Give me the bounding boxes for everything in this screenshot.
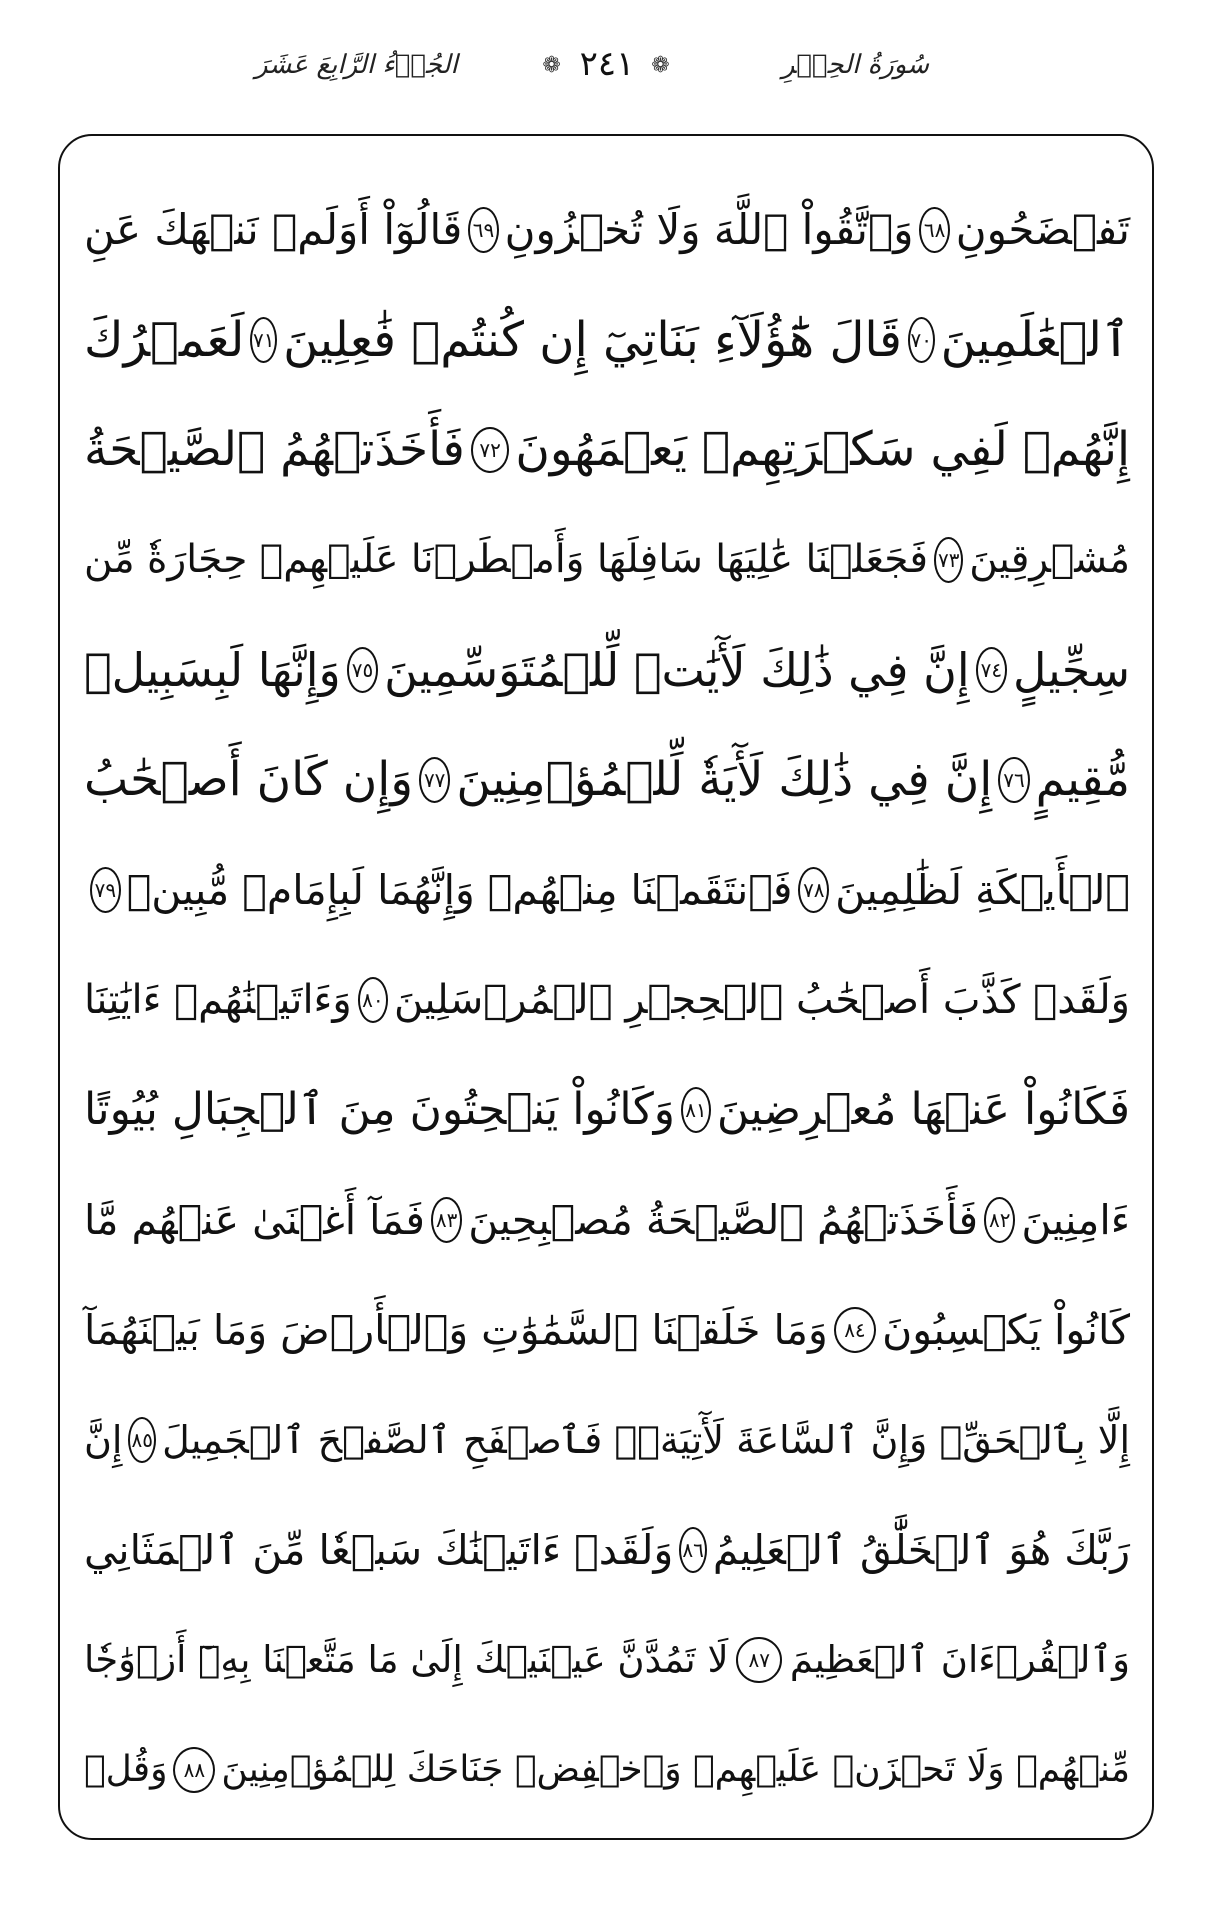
text-line: [84, 395, 1130, 505]
verse-text: وَمَا خَلَقۡنَا ٱلسَّمَٰوَٰتِ وَٱلۡأَرۡضَ وَمَا بَيۡنَهُمَآ: [84, 1306, 828, 1354]
verse-text: إِنَّ: [84, 1418, 123, 1462]
page-number: ٢٤١: [579, 44, 635, 84]
verse-text: إِلَّا بِٱلۡحَقِّۗ وَإِنَّ ٱلسَّاعَةَ لَأٓتِيَةٞۖ فَٱصۡفَحِ ٱلصَّفۡحَ ٱلۡجَمِيلَ: [162, 1418, 1130, 1462]
text-line: [84, 1385, 1130, 1495]
ayah-marker: ٧٢: [471, 427, 509, 473]
ornament-icon: ❁: [542, 53, 563, 78]
text-line: [84, 1605, 1130, 1715]
text-line: [84, 1055, 1130, 1165]
text-line: [84, 945, 1130, 1055]
verse-text: وَلَقَدۡ ءَاتَيۡنَٰكَ سَبۡعٗا مِّنَ ٱلۡمَثَانِي: [84, 1526, 674, 1574]
ornament-icon: ❁: [651, 53, 672, 78]
verse-text: مُّقِيمٍ: [1035, 752, 1130, 807]
verse-text: إِنَّ فِي ذَٰلِكَ لَأٓيَةٗ لِّلۡمُؤۡمِنِينَ: [456, 752, 993, 807]
ayah-marker: ٧٦: [998, 757, 1029, 803]
page-number-block: [0, 44, 1214, 84]
ayah-marker: ٧٧: [419, 757, 450, 803]
verse-text: وَءَاتَيۡنَٰهُمۡ ءَايَٰتِنَا: [84, 977, 352, 1023]
verse-text: ٱلۡأَيۡكَةِ لَظَٰلِمِينَ: [835, 866, 1130, 914]
verse-text: لَا تَمُدَّنَّ عَيۡنَيۡكَ إِلَىٰ مَا مَتَّعۡنَا بِهِۦٓ أَزۡوَٰجٗا: [84, 1638, 729, 1681]
quran-text-body: [84, 175, 1130, 1825]
text-line: [84, 725, 1130, 835]
verse-text: فَٱنتَقَمۡنَا مِنۡهُمۡ وَإِنَّهُمَا لَبِإِمَامٖ مُّبِينٖ: [126, 866, 793, 914]
text-line: [84, 835, 1130, 945]
surah-name: سُورَةُ الحِجۡرِ: [781, 50, 929, 80]
ayah-marker: ٧٣: [934, 537, 963, 583]
verse-text: قَالَ هَٰٓؤُلَآءِ بَنَاتِيٓ إِن كُنتُمۡ فَٰعِلِينَ: [283, 312, 902, 368]
text-line: [84, 1715, 1130, 1825]
text-line: [84, 285, 1130, 395]
verse-text: فَكَانُواْ عَنۡهَا مُعۡرِضِينَ: [716, 1084, 1130, 1135]
verse-text: لَعَمۡرُكَ: [84, 312, 245, 368]
juz-name: الجُزۡءُ الرَّابِعَ عَشَرَ: [255, 50, 458, 80]
verse-text: وَٱلۡقُرۡءَانَ ٱلۡعَظِيمَ: [789, 1638, 1130, 1681]
ayah-marker: ٨١: [681, 1087, 711, 1133]
ayah-marker: ٧٤: [976, 647, 1007, 693]
verse-text: ءَامِنِينَ: [1021, 1196, 1130, 1244]
ayah-marker: ٨٦: [679, 1527, 707, 1573]
ayah-marker: ٧٥: [347, 647, 378, 693]
verse-text: مِّنۡهُمۡ وَلَا تَحۡزَنۡ عَلَيۡهِمۡ وَٱخۡفِضۡ جَنَاحَكَ لِلۡمُؤۡمِنِينَ: [221, 1749, 1130, 1790]
verse-text: قَالُوٓاْ أَوَلَمۡ نَنۡهَكَ عَنِ: [84, 205, 463, 254]
verse-text: سِجِّيلٍ: [1013, 643, 1130, 697]
text-line: [84, 615, 1130, 725]
verse-text: ٱلۡعَٰلَمِينَ: [940, 312, 1130, 368]
ayah-marker: ٨٣: [431, 1197, 462, 1243]
text-line: [84, 175, 1130, 285]
ayah-marker: ٦٩: [468, 207, 498, 253]
verse-text: وَٱتَّقُواْ ٱللَّهَ وَلَا تُخۡزُونِ: [504, 205, 914, 254]
verse-text: تَفۡضَحُونِ: [955, 205, 1130, 254]
text-line: [84, 505, 1130, 615]
verse-text: فَجَعَلۡنَا عَٰلِيَهَا سَافِلَهَا وَأَمۡطَرۡنَا عَلَيۡهِمۡ حِجَارَةٗ مِّن: [84, 537, 929, 582]
ayah-marker: ٨٧: [736, 1637, 782, 1683]
verse-text: فَأَخَذَتۡهُمُ ٱلصَّيۡحَةُ: [84, 422, 465, 477]
ayah-marker: ٨٠: [358, 977, 388, 1023]
verse-text: وَقُلۡ: [84, 1749, 168, 1790]
page-header: [0, 40, 1214, 90]
text-line: [84, 1495, 1130, 1605]
ayah-marker: ٨٤: [834, 1307, 876, 1353]
ayah-marker: ٨٢: [984, 1197, 1015, 1243]
verse-text: فَأَخَذَتۡهُمُ ٱلصَّيۡحَةُ مُصۡبِحِينَ: [468, 1196, 979, 1244]
verse-text: رَبَّكَ هُوَ ٱلۡخَلَّٰقُ ٱلۡعَلِيمُ: [712, 1526, 1130, 1574]
ayah-marker: ٦٨: [919, 207, 949, 253]
verse-text: إِنَّهُمۡ لَفِي سَكۡرَتِهِمۡ يَعۡمَهُونَ: [515, 422, 1130, 477]
text-line: [84, 1275, 1130, 1385]
ayah-marker: ٧٩: [90, 867, 121, 913]
verse-text: وَكَانُواْ يَنۡحِتُونَ مِنَ ٱلۡجِبَالِ بُيُوتًا: [84, 1084, 676, 1135]
ayah-marker: ٨٥: [128, 1417, 156, 1463]
verse-text: وَإِن كَانَ أَصۡحَٰبُ: [84, 752, 414, 807]
verse-text: وَلَقَدۡ كَذَّبَ أَصۡحَٰبُ ٱلۡحِجۡرِ ٱلۡمُرۡسَلِينَ: [393, 977, 1130, 1023]
ayah-marker: ٧٠: [908, 317, 935, 363]
verse-text: إِنَّ فِي ذَٰلِكَ لَأٓيَٰتٖ لِّلۡمُتَوَسِّمِينَ: [384, 643, 970, 697]
verse-text: مُشۡرِقِينَ: [969, 537, 1130, 582]
ayah-marker: ٧٨: [798, 867, 829, 913]
verse-text: كَانُواْ يَكۡسِبُونَ: [882, 1306, 1130, 1354]
verse-text: وَإِنَّهَا لَبِسَبِيلٖ: [84, 643, 341, 697]
ayah-marker: ٨٨: [173, 1747, 215, 1793]
verse-text: فَمَآ أَغۡنَىٰ عَنۡهُم مَّا: [84, 1196, 425, 1244]
text-line: [84, 1165, 1130, 1275]
ayah-marker: ٧١: [250, 317, 277, 363]
